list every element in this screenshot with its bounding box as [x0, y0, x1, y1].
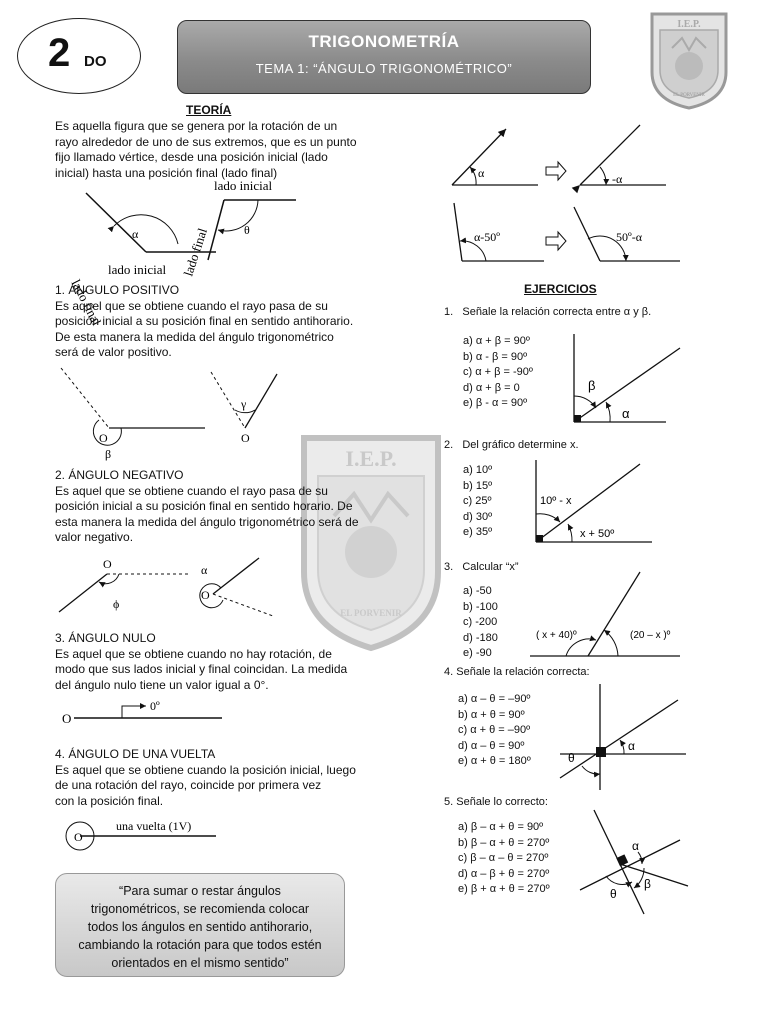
option-d[interactable]: d) -180	[463, 631, 498, 644]
intro-line: fijo llamado vértice, desde una posición inicial (lado	[55, 150, 328, 164]
page-subtitle: TEMA 1: “ÁNGULO TRIGONOMÉTRICO”	[255, 61, 513, 76]
option-e[interactable]: e) β + α + θ = 270º	[458, 883, 550, 895]
option-d[interactable]: d) α – β + θ = 270º	[458, 867, 550, 880]
exercise-number: 1.	[444, 306, 454, 318]
exercise-number: 3.	[444, 561, 454, 573]
option-b[interactable]: b) -100	[463, 600, 498, 613]
section-title: 1. ÁNGULO POSITIVO	[55, 283, 180, 297]
section-line: modo que sus lados inicial y final coincidan. La medida	[55, 662, 348, 676]
tip-line: trigonométricos, se recomienda colocar	[90, 902, 310, 916]
option-b[interactable]: b) α + θ = 90º	[458, 708, 525, 721]
section-line: posición inicial a su posición final en sentido horario. De	[55, 499, 353, 513]
option-a[interactable]: a) α – θ = –90º	[458, 693, 531, 705]
exercise-1-question	[444, 306, 651, 318]
negative-angle-figure	[55, 558, 285, 628]
label-lado-inicial-2: lado inicial	[214, 178, 273, 193]
label-lado-final-2: lado final	[180, 226, 210, 278]
intro-line: rayo alrededor de uno de sus extremos, que es un punto	[55, 134, 357, 149]
exercise-3-question	[444, 561, 519, 573]
section-line: Es aquel que se obtiene cuando no hay rotación, de	[55, 646, 332, 661]
exercise-2-figure	[528, 456, 658, 556]
option-b[interactable]: b) β – α + θ = 270º	[458, 836, 550, 849]
label-beta: β	[644, 877, 651, 891]
section-line: Es aquel que se obtiene cuando la posición inicial, luego	[55, 762, 356, 777]
sign-rule-figure	[440, 115, 700, 275]
question-text: Señale la relación correcta:	[456, 666, 590, 678]
label-phi: ϕ	[113, 597, 120, 611]
arrow-right-icon	[546, 162, 566, 180]
option-e[interactable]: e) β - α = 90º	[463, 397, 528, 409]
label-alpha: α	[628, 739, 635, 753]
school-logo-icon	[648, 8, 730, 110]
exercise-5-question	[444, 796, 548, 808]
label-x-plus-50: x + 50º	[580, 528, 615, 540]
label-theta: θ	[610, 887, 617, 901]
logo-bottom-text: EL PORVENIR	[673, 93, 705, 98]
exercise-number: 5.	[444, 796, 454, 808]
label-lado-inicial: lado inicial	[108, 262, 167, 277]
option-e[interactable]: e) α + θ = 180º	[458, 755, 531, 767]
intro-line: Es aquella figura que se genera por la rotación de un	[55, 119, 338, 133]
exercise-2-question	[444, 439, 579, 451]
exercise-3-options	[463, 584, 498, 662]
option-a[interactable]: a) 10º	[463, 464, 493, 476]
label-zero: 0º	[150, 699, 160, 713]
section-line: del ángulo nulo tiene un valor igual a 0°.	[55, 677, 269, 692]
label-o-2: O	[201, 588, 210, 602]
label-theta: θ	[568, 751, 575, 765]
label-x-plus-40: ( x + 40)º	[536, 630, 577, 641]
label-o: O	[99, 431, 108, 445]
label-one-turn: una vuelta (1V)	[116, 819, 192, 833]
label-alpha: α	[478, 166, 485, 180]
exercise-number: 2.	[444, 439, 454, 451]
label-fifty-minus-alpha: 50º-α	[616, 230, 643, 244]
section-line: posición inicial a su posición final en sentido antihorario.	[55, 314, 354, 328]
option-e[interactable]: e) 35º	[463, 526, 493, 538]
option-d[interactable]: d) 30º	[463, 510, 493, 523]
arrow-right-icon	[546, 232, 566, 250]
grade-badge	[17, 18, 141, 94]
watermark-bottom-text: EL PORVENIR	[340, 608, 402, 618]
exercise-1-options	[463, 334, 533, 412]
theory-intro	[55, 119, 375, 181]
label-theta: θ	[244, 223, 250, 237]
label-o: O	[62, 711, 72, 726]
section-line: Es aquel que se obtiene cuando el rayo pasa de su	[55, 298, 328, 313]
option-d[interactable]: d) α – θ = 90º	[458, 739, 525, 752]
label-20-minus-x: (20 – x )º	[630, 630, 671, 641]
exercise-5-options	[458, 820, 550, 898]
exercise-4-question	[444, 666, 590, 678]
label-beta: β	[588, 378, 596, 393]
section-line: Es aquel que se obtiene cuando el rayo pasa de su	[55, 483, 328, 498]
full-turn-figure	[64, 814, 224, 858]
section-title: 3. ÁNGULO NULO	[55, 631, 156, 645]
section-line: valor negativo.	[55, 530, 134, 544]
exercise-4-options	[458, 692, 531, 770]
question-text: Calcular “x”	[462, 561, 519, 573]
section-line: De esta manera la medida del ángulo trigonométrico	[55, 329, 334, 344]
option-c[interactable]: c) α + β = -90º	[463, 366, 533, 378]
watermark-top-text: I.E.P.	[345, 446, 397, 471]
theory-heading: TEORÍA	[186, 103, 232, 117]
label-alpha-minus-50: α-50º	[474, 230, 501, 244]
null-angle-figure	[62, 698, 232, 728]
section-line: será de valor positivo.	[55, 345, 172, 359]
title-banner	[177, 20, 591, 94]
positive-angle-figure	[55, 360, 285, 460]
label-gamma: γ	[241, 397, 247, 411]
option-c[interactable]: c) α + θ = –90º	[458, 724, 531, 736]
intro-line: inicial) hasta una posición final (lado final)	[55, 165, 278, 180]
option-a[interactable]: a) β – α + θ = 90º	[458, 821, 544, 833]
option-d[interactable]: d) α + β = 0	[463, 381, 520, 394]
label-beta: β	[105, 447, 112, 461]
section-title: 4. ÁNGULO DE UNA VUELTA	[55, 747, 216, 761]
label-alpha: α	[132, 227, 139, 241]
tip-box	[55, 873, 345, 977]
grade-suffix: DO	[84, 53, 107, 70]
option-a[interactable]: a) -50	[463, 585, 492, 597]
option-a[interactable]: a) α + β = 90º	[463, 335, 530, 347]
option-c[interactable]: c) -200	[463, 616, 498, 628]
exercise-number: 4.	[444, 666, 454, 678]
tip-line: “Para sumar o restar ángulos	[119, 884, 281, 898]
exercise-3-figure	[530, 568, 682, 662]
exercise-1-figure	[566, 330, 686, 430]
label-alpha: α	[622, 406, 630, 421]
option-b[interactable]: b) α - β = 90º	[463, 350, 528, 363]
logo-top-text: I.E.P.	[677, 19, 701, 30]
positive-section	[55, 283, 375, 361]
exercise-4-figure	[560, 680, 690, 792]
question-text: Del gráfico determine x.	[462, 439, 579, 451]
label-o-2: O	[241, 431, 250, 445]
tip-line: orientados en el mismo sentido”	[111, 956, 289, 970]
option-c[interactable]: c) 25º	[463, 495, 492, 507]
section-line: con la posición final.	[55, 793, 164, 808]
section-line: de una rotación del rayo, coincide por primera vez	[55, 778, 322, 792]
null-section	[55, 631, 365, 693]
label-lado-final: lado final	[68, 276, 105, 328]
question-text: Señale lo correcto:	[456, 796, 548, 808]
label-10-minus-x: 10º - x	[540, 495, 572, 507]
question-text: Señale la relación correcta entre α y β.	[462, 306, 652, 318]
negative-section	[55, 468, 365, 546]
exercise-2-options	[463, 463, 492, 541]
tip-line: todos los ángulos en sentido antihorario,	[87, 920, 313, 934]
label-o: O	[74, 830, 83, 844]
option-c[interactable]: c) β – α – θ = 270º	[458, 852, 549, 864]
section-title: 2. ÁNGULO NEGATIVO	[55, 468, 184, 482]
exercises-heading: EJERCICIOS	[524, 282, 597, 296]
page-title: TRIGONOMETRÍA	[308, 32, 460, 51]
section-line: esta manera la medida del ángulo trigonométrico será de	[55, 514, 359, 529]
label-alpha: α	[632, 839, 639, 853]
full-turn-section	[55, 747, 375, 809]
grade-number: 2	[48, 31, 71, 75]
label-neg-alpha: -α	[612, 172, 623, 186]
option-b[interactable]: b) 15º	[463, 479, 493, 492]
option-e[interactable]: e) -90	[463, 647, 492, 659]
label-o: O	[103, 557, 112, 571]
tip-line: cambiando la rotación para que todos estén	[78, 938, 322, 952]
label-alpha: α	[201, 563, 208, 577]
exercise-5-figure	[580, 806, 690, 918]
